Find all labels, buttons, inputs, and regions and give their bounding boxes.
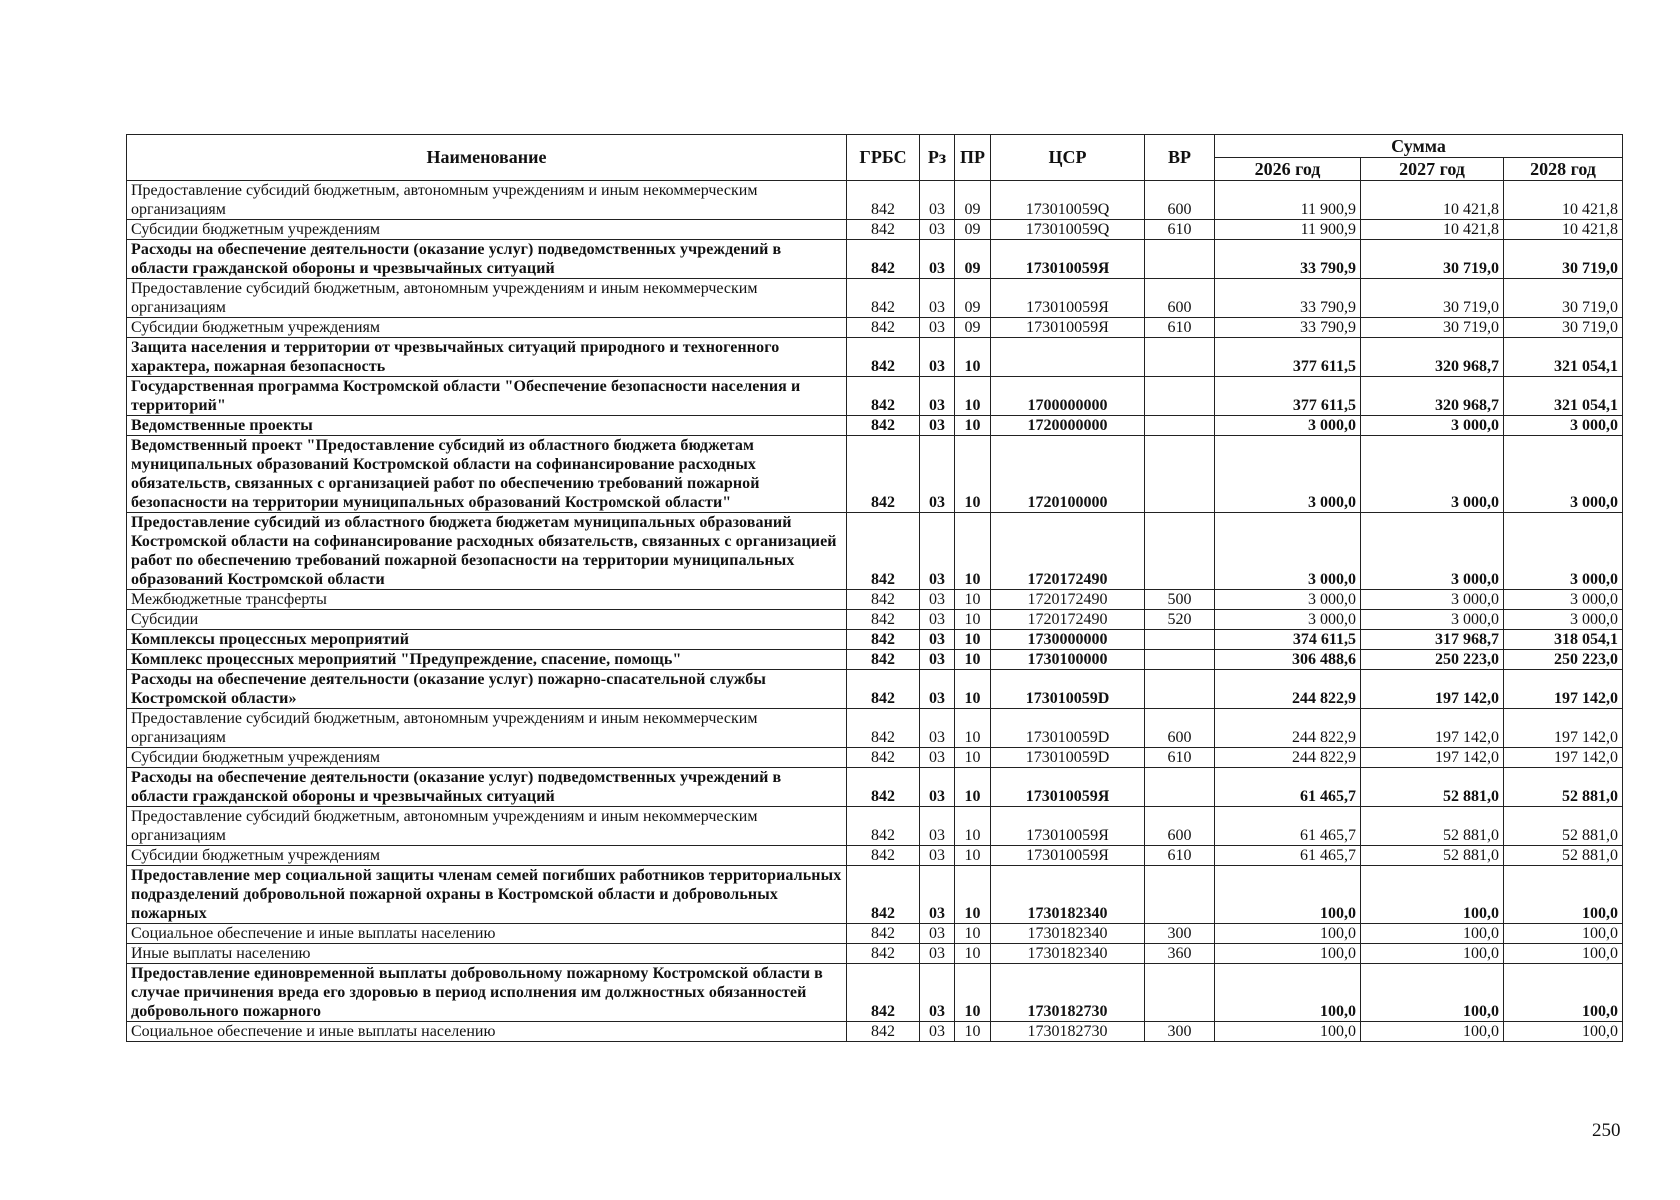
- cell-rz: 03: [920, 436, 955, 513]
- cell-csr: 173010059D: [991, 670, 1145, 709]
- cell-2028: 197 142,0: [1504, 709, 1623, 748]
- cell-grbs: 842: [847, 220, 920, 240]
- cell-2028: 3 000,0: [1504, 610, 1623, 630]
- cell-grbs: 842: [847, 181, 920, 220]
- cell-2028: 30 719,0: [1504, 240, 1623, 279]
- cell-2026: 61 465,7: [1215, 846, 1361, 866]
- cell-rz: 03: [920, 377, 955, 416]
- cell-name: Социальное обеспечение и иные выплаты населению: [127, 1022, 847, 1042]
- cell-2028: 52 881,0: [1504, 768, 1623, 807]
- cell-pr: 10: [955, 338, 991, 377]
- cell-pr: 10: [955, 709, 991, 748]
- cell-2027: 100,0: [1361, 944, 1504, 964]
- cell-csr: 173010059Я: [991, 279, 1145, 318]
- cell-pr: 10: [955, 924, 991, 944]
- cell-name: Предоставление субсидий бюджетным, автономным учреждениям и иным некоммерческим организациям: [127, 807, 847, 846]
- cell-2027: 100,0: [1361, 866, 1504, 924]
- header-year-2027: 2027 год: [1361, 158, 1504, 181]
- cell-rz: 03: [920, 416, 955, 436]
- cell-name: Предоставление мер социальной защиты членам семей погибших работников территориальных подразделений добровольной пожарной охраны в Костромской области и добровольных пожарных: [127, 866, 847, 924]
- cell-csr: 1730182730: [991, 964, 1145, 1022]
- table-row: [127, 1022, 1623, 1042]
- table-row: [127, 670, 1623, 709]
- cell-2028: 321 054,1: [1504, 377, 1623, 416]
- cell-csr: 173010059Я: [991, 807, 1145, 846]
- cell-grbs: 842: [847, 650, 920, 670]
- cell-pr: 09: [955, 220, 991, 240]
- cell-2026: 33 790,9: [1215, 279, 1361, 318]
- table-row: [127, 338, 1623, 377]
- cell-pr: 09: [955, 181, 991, 220]
- cell-2027: 320 968,7: [1361, 377, 1504, 416]
- cell-vr: [1145, 768, 1215, 807]
- cell-csr: 1730182730: [991, 1022, 1145, 1042]
- table-row: [127, 513, 1623, 590]
- cell-grbs: 842: [847, 807, 920, 846]
- cell-2028: 10 421,8: [1504, 181, 1623, 220]
- cell-2027: 30 719,0: [1361, 279, 1504, 318]
- cell-csr: 1730182340: [991, 924, 1145, 944]
- cell-vr: 610: [1145, 318, 1215, 338]
- table-row: [127, 748, 1623, 768]
- cell-csr: 1730000000: [991, 630, 1145, 650]
- cell-csr: 1720000000: [991, 416, 1145, 436]
- header-sum: Сумма: [1215, 135, 1623, 158]
- cell-2026: 244 822,9: [1215, 748, 1361, 768]
- cell-pr: 10: [955, 670, 991, 709]
- cell-2027: 3 000,0: [1361, 416, 1504, 436]
- cell-csr: 1720172490: [991, 513, 1145, 590]
- table-row: [127, 924, 1623, 944]
- cell-rz: 03: [920, 318, 955, 338]
- cell-pr: 10: [955, 964, 991, 1022]
- cell-2028: 100,0: [1504, 944, 1623, 964]
- cell-grbs: 842: [847, 924, 920, 944]
- cell-grbs: 842: [847, 768, 920, 807]
- cell-2028: 3 000,0: [1504, 590, 1623, 610]
- cell-2026: 11 900,9: [1215, 181, 1361, 220]
- cell-2027: 197 142,0: [1361, 670, 1504, 709]
- cell-pr: 10: [955, 866, 991, 924]
- cell-rz: 03: [920, 670, 955, 709]
- cell-rz: 03: [920, 181, 955, 220]
- cell-vr: 300: [1145, 924, 1215, 944]
- cell-2026: 244 822,9: [1215, 670, 1361, 709]
- cell-2026: 374 611,5: [1215, 630, 1361, 650]
- cell-rz: 03: [920, 338, 955, 377]
- cell-pr: 10: [955, 748, 991, 768]
- cell-name: Ведомственный проект "Предоставление субсидий из областного бюджета бюджетам муниципальных образований Костромской области на софинансирование расходных обязательств, связанных с организацией работ по обеспечению требований пожарной безопасности на территории муниципальных образований Костромской области": [127, 436, 847, 513]
- table-row: [127, 590, 1623, 610]
- cell-name: Иные выплаты населению: [127, 944, 847, 964]
- cell-pr: 09: [955, 318, 991, 338]
- cell-grbs: 842: [847, 944, 920, 964]
- cell-vr: [1145, 866, 1215, 924]
- cell-2027: 52 881,0: [1361, 807, 1504, 846]
- table-row: [127, 279, 1623, 318]
- header-name: Наименование: [127, 135, 847, 181]
- cell-2026: 3 000,0: [1215, 416, 1361, 436]
- cell-rz: 03: [920, 590, 955, 610]
- table-row: [127, 610, 1623, 630]
- cell-grbs: 842: [847, 610, 920, 630]
- cell-2027: 52 881,0: [1361, 768, 1504, 807]
- header-row-1: [127, 135, 1623, 158]
- table-row: [127, 866, 1623, 924]
- cell-2027: 317 968,7: [1361, 630, 1504, 650]
- header-csr: ЦСР: [991, 135, 1145, 181]
- cell-2027: 3 000,0: [1361, 436, 1504, 513]
- cell-vr: 360: [1145, 944, 1215, 964]
- cell-csr: 1720172490: [991, 590, 1145, 610]
- cell-2028: 3 000,0: [1504, 513, 1623, 590]
- cell-vr: [1145, 416, 1215, 436]
- cell-2027: 250 223,0: [1361, 650, 1504, 670]
- cell-2028: 197 142,0: [1504, 670, 1623, 709]
- cell-rz: 03: [920, 944, 955, 964]
- cell-vr: [1145, 964, 1215, 1022]
- cell-name: Расходы на обеспечение деятельности (оказание услуг) пожарно-спасательной службы Костромской области»: [127, 670, 847, 709]
- cell-2028: 250 223,0: [1504, 650, 1623, 670]
- cell-name: Субсидии бюджетным учреждениям: [127, 220, 847, 240]
- cell-rz: 03: [920, 924, 955, 944]
- cell-2026: 100,0: [1215, 1022, 1361, 1042]
- cell-pr: 10: [955, 436, 991, 513]
- cell-2027: 100,0: [1361, 964, 1504, 1022]
- cell-pr: 10: [955, 377, 991, 416]
- cell-pr: 10: [955, 416, 991, 436]
- cell-rz: 03: [920, 513, 955, 590]
- cell-name: Межбюджетные трансферты: [127, 590, 847, 610]
- cell-2026: 377 611,5: [1215, 377, 1361, 416]
- cell-name: Предоставление единовременной выплаты добровольному пожарному Костромской области в случае причинения вреда его здоровью в период исполнения им должностных обязанностей добровольного пожарного: [127, 964, 847, 1022]
- cell-name: Субсидии: [127, 610, 847, 630]
- cell-csr: 1720172490: [991, 610, 1145, 630]
- cell-vr: 600: [1145, 181, 1215, 220]
- cell-csr: 173010059Я: [991, 240, 1145, 279]
- cell-pr: 10: [955, 630, 991, 650]
- cell-grbs: 842: [847, 240, 920, 279]
- cell-2028: 318 054,1: [1504, 630, 1623, 650]
- cell-pr: 10: [955, 610, 991, 630]
- cell-vr: 600: [1145, 709, 1215, 748]
- cell-grbs: 842: [847, 377, 920, 416]
- cell-csr: 1730182340: [991, 944, 1145, 964]
- cell-2026: 377 611,5: [1215, 338, 1361, 377]
- cell-csr: 173010059D: [991, 748, 1145, 768]
- cell-pr: 10: [955, 650, 991, 670]
- cell-vr: 520: [1145, 610, 1215, 630]
- table-row: [127, 846, 1623, 866]
- page-number: 250: [1592, 1120, 1621, 1141]
- cell-csr: 1730100000: [991, 650, 1145, 670]
- cell-2027: 30 719,0: [1361, 240, 1504, 279]
- cell-csr: 1720100000: [991, 436, 1145, 513]
- cell-2027: 197 142,0: [1361, 709, 1504, 748]
- cell-2028: 30 719,0: [1504, 318, 1623, 338]
- cell-vr: 500: [1145, 590, 1215, 610]
- cell-grbs: 842: [847, 416, 920, 436]
- cell-name: Расходы на обеспечение деятельности (оказание услуг) подведомственных учреждений в области гражданской обороны и чрезвычайных ситуаций: [127, 768, 847, 807]
- cell-2027: 320 968,7: [1361, 338, 1504, 377]
- cell-csr: 173010059Я: [991, 846, 1145, 866]
- cell-2028: 197 142,0: [1504, 748, 1623, 768]
- table-row: [127, 650, 1623, 670]
- cell-grbs: 842: [847, 1022, 920, 1042]
- cell-rz: 03: [920, 240, 955, 279]
- cell-grbs: 842: [847, 436, 920, 513]
- table-row: [127, 416, 1623, 436]
- cell-vr: [1145, 513, 1215, 590]
- cell-csr: 173010059Я: [991, 318, 1145, 338]
- cell-pr: 10: [955, 768, 991, 807]
- table-row: [127, 377, 1623, 416]
- cell-2027: 52 881,0: [1361, 846, 1504, 866]
- cell-vr: 600: [1145, 279, 1215, 318]
- header-grbs: ГРБС: [847, 135, 920, 181]
- cell-2026: 11 900,9: [1215, 220, 1361, 240]
- cell-rz: 03: [920, 610, 955, 630]
- cell-2028: 321 054,1: [1504, 338, 1623, 377]
- cell-grbs: 842: [847, 513, 920, 590]
- cell-vr: [1145, 670, 1215, 709]
- cell-grbs: 842: [847, 748, 920, 768]
- table-row: [127, 964, 1623, 1022]
- cell-rz: 03: [920, 220, 955, 240]
- cell-rz: 03: [920, 650, 955, 670]
- cell-name: Субсидии бюджетным учреждениям: [127, 318, 847, 338]
- header-vr: ВР: [1145, 135, 1215, 181]
- cell-csr: 1700000000: [991, 377, 1145, 416]
- header-rz: Рз: [920, 135, 955, 181]
- cell-2026: 100,0: [1215, 866, 1361, 924]
- cell-pr: 10: [955, 590, 991, 610]
- cell-grbs: 842: [847, 709, 920, 748]
- cell-name: Предоставление субсидий бюджетным, автономным учреждениям и иным некоммерческим организациям: [127, 279, 847, 318]
- cell-2028: 3 000,0: [1504, 416, 1623, 436]
- cell-pr: 09: [955, 240, 991, 279]
- cell-2028: 10 421,8: [1504, 220, 1623, 240]
- cell-rz: 03: [920, 866, 955, 924]
- table-row: [127, 240, 1623, 279]
- cell-rz: 03: [920, 1022, 955, 1042]
- cell-rz: 03: [920, 768, 955, 807]
- table-row: [127, 220, 1623, 240]
- cell-pr: 10: [955, 513, 991, 590]
- cell-2028: 100,0: [1504, 964, 1623, 1022]
- cell-2028: 3 000,0: [1504, 436, 1623, 513]
- cell-2026: 100,0: [1215, 964, 1361, 1022]
- cell-vr: [1145, 630, 1215, 650]
- cell-name: Защита населения и территории от чрезвычайных ситуаций природного и техногенного характера, пожарная безопасность: [127, 338, 847, 377]
- cell-csr: 173010059Я: [991, 768, 1145, 807]
- cell-grbs: 842: [847, 866, 920, 924]
- cell-2026: 244 822,9: [1215, 709, 1361, 748]
- cell-2027: 3 000,0: [1361, 513, 1504, 590]
- cell-2028: 52 881,0: [1504, 846, 1623, 866]
- cell-rz: 03: [920, 709, 955, 748]
- table-row: [127, 944, 1623, 964]
- cell-2026: 100,0: [1215, 944, 1361, 964]
- cell-name: Предоставление субсидий бюджетным, автономным учреждениям и иным некоммерческим организациям: [127, 181, 847, 220]
- cell-2028: 100,0: [1504, 924, 1623, 944]
- cell-rz: 03: [920, 846, 955, 866]
- cell-name: Комплексы процессных мероприятий: [127, 630, 847, 650]
- cell-2026: 3 000,0: [1215, 513, 1361, 590]
- cell-grbs: 842: [847, 338, 920, 377]
- cell-vr: [1145, 338, 1215, 377]
- cell-rz: 03: [920, 630, 955, 650]
- cell-name: Предоставление субсидий из областного бюджета бюджетам муниципальных образований Костромской области на софинансирование расходных обязательств, связанных с организацией работ по обеспечению требований пожарной безопасности на территории муниципальных образований Костромской области: [127, 513, 847, 590]
- budget-sheet: [126, 134, 1622, 1042]
- cell-2027: 3 000,0: [1361, 610, 1504, 630]
- cell-rz: 03: [920, 748, 955, 768]
- table-row: [127, 318, 1623, 338]
- cell-rz: 03: [920, 964, 955, 1022]
- cell-name: Комплекс процессных мероприятий "Предупреждение, спасение, помощь": [127, 650, 847, 670]
- cell-pr: 10: [955, 807, 991, 846]
- cell-2026: 3 000,0: [1215, 610, 1361, 630]
- cell-vr: 610: [1145, 846, 1215, 866]
- cell-grbs: 842: [847, 846, 920, 866]
- cell-2027: 10 421,8: [1361, 181, 1504, 220]
- cell-csr: 1730182340: [991, 866, 1145, 924]
- cell-name: Субсидии бюджетным учреждениям: [127, 846, 847, 866]
- cell-grbs: 842: [847, 670, 920, 709]
- cell-pr: 10: [955, 846, 991, 866]
- cell-csr: 173010059D: [991, 709, 1145, 748]
- cell-name: Расходы на обеспечение деятельности (оказание услуг) подведомственных учреждений в области гражданской обороны и чрезвычайных ситуаций: [127, 240, 847, 279]
- cell-rz: 03: [920, 279, 955, 318]
- cell-2027: 30 719,0: [1361, 318, 1504, 338]
- cell-grbs: 842: [847, 279, 920, 318]
- cell-vr: 300: [1145, 1022, 1215, 1042]
- cell-vr: [1145, 240, 1215, 279]
- cell-2028: 30 719,0: [1504, 279, 1623, 318]
- cell-2028: 100,0: [1504, 866, 1623, 924]
- cell-2026: 306 488,6: [1215, 650, 1361, 670]
- cell-vr: 610: [1145, 220, 1215, 240]
- table-row: [127, 436, 1623, 513]
- table-row: [127, 807, 1623, 846]
- cell-name: Ведомственные проекты: [127, 416, 847, 436]
- cell-2026: 3 000,0: [1215, 590, 1361, 610]
- cell-2026: 3 000,0: [1215, 436, 1361, 513]
- table-row: [127, 709, 1623, 748]
- cell-csr: 173010059Q: [991, 220, 1145, 240]
- cell-vr: 600: [1145, 807, 1215, 846]
- cell-grbs: 842: [847, 964, 920, 1022]
- cell-name: Государственная программа Костромской области "Обеспечение безопасности населения и территорий": [127, 377, 847, 416]
- table-body: [127, 181, 1623, 1042]
- cell-2027: 197 142,0: [1361, 748, 1504, 768]
- cell-name: Социальное обеспечение и иные выплаты населению: [127, 924, 847, 944]
- cell-name: Предоставление субсидий бюджетным, автономным учреждениям и иным некоммерческим организациям: [127, 709, 847, 748]
- header-year-2026: 2026 год: [1215, 158, 1361, 181]
- cell-2026: 100,0: [1215, 924, 1361, 944]
- cell-csr: 173010059Q: [991, 181, 1145, 220]
- cell-vr: [1145, 436, 1215, 513]
- cell-pr: 10: [955, 1022, 991, 1042]
- cell-pr: 10: [955, 944, 991, 964]
- table-row: [127, 630, 1623, 650]
- cell-2027: 3 000,0: [1361, 590, 1504, 610]
- header-pr: ПР: [955, 135, 991, 181]
- cell-2027: 10 421,8: [1361, 220, 1504, 240]
- cell-grbs: 842: [847, 630, 920, 650]
- cell-name: Субсидии бюджетным учреждениям: [127, 748, 847, 768]
- cell-2027: 100,0: [1361, 1022, 1504, 1042]
- table-row: [127, 768, 1623, 807]
- table-row: [127, 181, 1623, 220]
- cell-vr: [1145, 650, 1215, 670]
- cell-2026: 33 790,9: [1215, 318, 1361, 338]
- cell-rz: 03: [920, 807, 955, 846]
- cell-vr: 610: [1145, 748, 1215, 768]
- cell-grbs: 842: [847, 590, 920, 610]
- cell-grbs: 842: [847, 318, 920, 338]
- cell-2028: 100,0: [1504, 1022, 1623, 1042]
- cell-2027: 100,0: [1361, 924, 1504, 944]
- cell-2026: 61 465,7: [1215, 768, 1361, 807]
- cell-csr: [991, 338, 1145, 377]
- cell-2026: 61 465,7: [1215, 807, 1361, 846]
- budget-table: [126, 134, 1623, 1042]
- cell-2028: 52 881,0: [1504, 807, 1623, 846]
- cell-vr: [1145, 377, 1215, 416]
- cell-2026: 33 790,9: [1215, 240, 1361, 279]
- cell-pr: 09: [955, 279, 991, 318]
- header-year-2028: 2028 год: [1504, 158, 1623, 181]
